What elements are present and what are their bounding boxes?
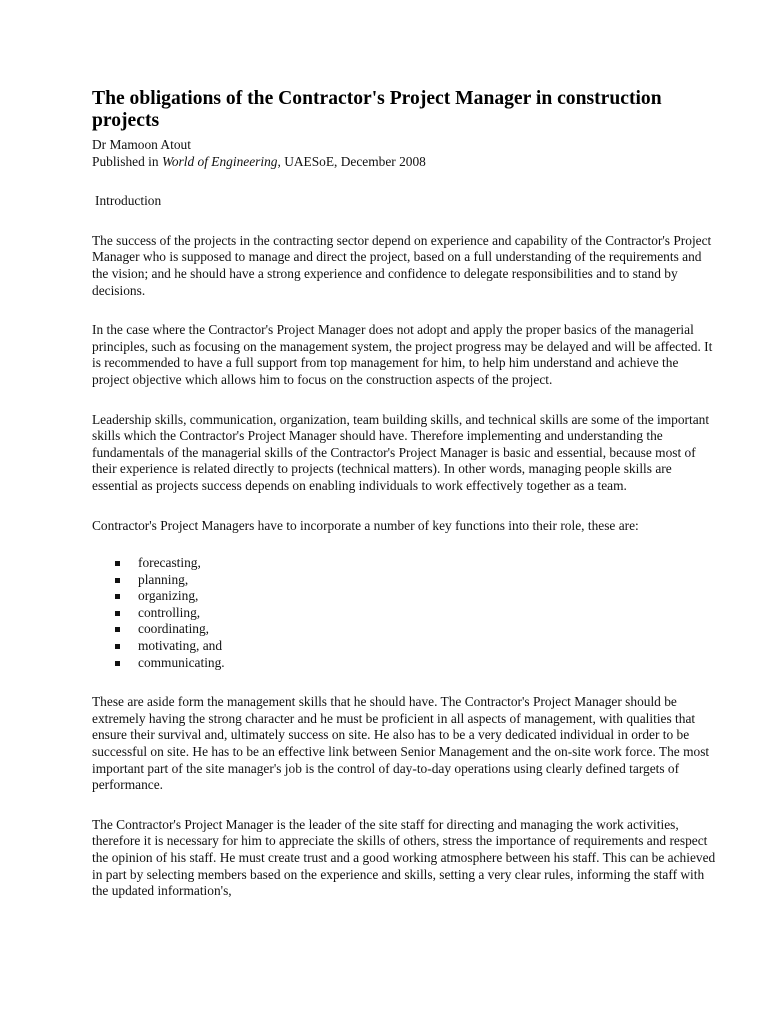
paragraph: Leadership skills, communication, organization, team building skills, and technical skills are some of the important skills which the Contractor's Project Manager should have. Therefore implementing and understanding the fundamentals of the managerial skills of the Contractor's Project Manager is basic and essential, because most of their experience is related directly to projects (technical matters). In other words, managing people skills are essential as projects success depends on enabling individuals to work effectively together as a team. [92, 411, 710, 493]
published-suffix: , UAESoE, December 2008 [277, 153, 426, 169]
author-line: Dr Mamoon Atout [92, 137, 191, 152]
paragraph: These are aside form the management skills that he should have. The Contractor's Project Manager should be extremely having the strong character and he must be proficient in all aspects of management, with qualities that ensure their survival and, ultimately success on site. He also has to be a very dedicated individual in order to be successful on site. He has to be an effective link between Senior Management and the on-site work force. The most important part of the site manager's job is the control of day-to-day operations using clearly defined targets of performance. [92, 694, 710, 793]
paragraph: The Contractor's Project Manager is the leader of the site staff for directing and managing the work activities, therefore it is necessary for him to appreciate the skills of others, stress the importance of requirements and respect the opinion of his staff. He must create trust and a good working atmosphere between his staff. This can be achieved in part by selecting members based on the experience and skills, setting a very clear rules, informing the staff with the updated information's, [92, 816, 716, 899]
article-title: The obligations of the Contractor's Project Manager in construction projects [92, 88, 662, 131]
paragraph: Contractor's Project Managers have to incorporate a number of key functions into their role, these are: [92, 517, 639, 533]
list-item: planning, [92, 572, 716, 589]
section-heading-introduction: Introduction [95, 193, 162, 209]
published-prefix: Published in [92, 153, 162, 169]
list-item: organizing, [92, 588, 716, 605]
list-item: forecasting, [92, 555, 716, 572]
document-page [92, 88, 716, 900]
paragraph: The success of the projects in the contracting sector depend on experience and capability of the Contractor's Project Manager who is supposed to manage and direct the project, based on a full understanding of the requirements and the vision; and he should have a strong experience and confidence to delegate responsibilities and to stand by decisions. [92, 232, 712, 298]
list-item: controlling, [92, 605, 716, 622]
list-item: coordinating, [92, 621, 716, 638]
paragraph: In the case where the Contractor's Project Manager does not adopt and apply the proper basics of the managerial principles, such as focusing on the management system, the project progress may be delayed and will be affected. It is recommended to have a full support from top management for him, to help him understand and achieve the project objective which allows him to focus on the construction aspects of the project. [92, 322, 713, 387]
publication-line [92, 154, 716, 171]
key-functions-list [92, 555, 716, 671]
list-item: motivating, and [92, 638, 716, 655]
publication-venue: World of Engineering [161, 153, 278, 169]
list-item: communicating. [92, 655, 716, 672]
